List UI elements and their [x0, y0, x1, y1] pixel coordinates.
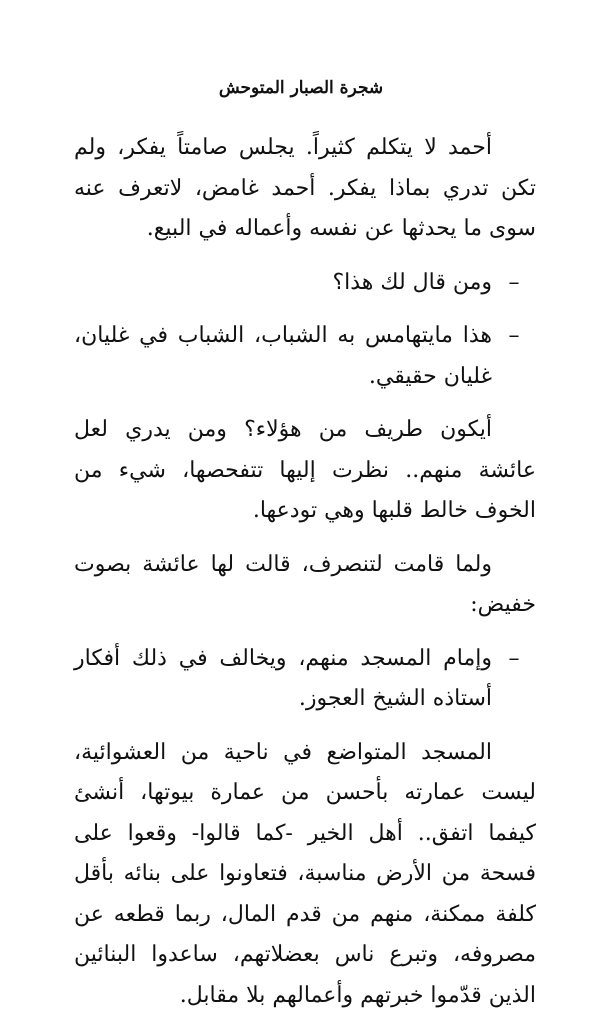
paragraph: ولما قامت لتنصرف، قالت لها عائشة بصوت خفيض:	[74, 551, 536, 617]
dialogue-dash: –	[508, 323, 520, 348]
chapter-title: شجرة الصبار المتوحش	[218, 78, 384, 98]
dialogue-line	[74, 316, 536, 397]
dialogue-line	[74, 639, 536, 720]
dialogue-text: وإمام المسجد منهم، ويخالف في ذلك أفكار أستاذه الشيخ العجوز.	[74, 645, 492, 711]
dialogue-dash: –	[508, 269, 520, 295]
dialogue-line	[74, 263, 536, 304]
paragraph: أيكون طريف من هؤلاء؟ ومن يدري لعل عائشة منهم.. نظرت إليها تتفحصها، شيء من الخوف خالط قلبها وهي تودعها.	[74, 417, 536, 523]
paragraph: المسجد المتواضع في ناحية من العشوائية، ليست عمارته بأحسن من عمارة بيوتها، أنشئ كيفما اتفق.. أهل الخير -كما قالوا- وقعوا على فسحة من الأرض مناسبة، فتعاونوا على بنائه بأقل كلفة ممكنة، منهم من قدم المال، ربما قطعه عن مصروفه، وتبرع ناس بعضلاتهم، ساعدوا البنائين الذين قدّموا خبرتهم وأعمالهم بلا مقابل.	[74, 739, 536, 1008]
paragraph: أحمد لا يتكلم كثيراً. يجلس صامتاً يفكر، ولم تكن تدري بماذا يفكر. أحمد غامض، لاتعرف عنه سوى ما يحدثها عن نفسه وأعماله في البيع.	[74, 135, 536, 241]
text-body	[74, 128, 536, 1029]
dialogue-dash: –	[508, 645, 520, 671]
dialogue-text: ومن قال لك هذا؟	[332, 269, 492, 295]
dialogue-text: هذا مايتهامس به الشباب، الشباب في غليان، غليان حقيقي.	[74, 323, 492, 389]
